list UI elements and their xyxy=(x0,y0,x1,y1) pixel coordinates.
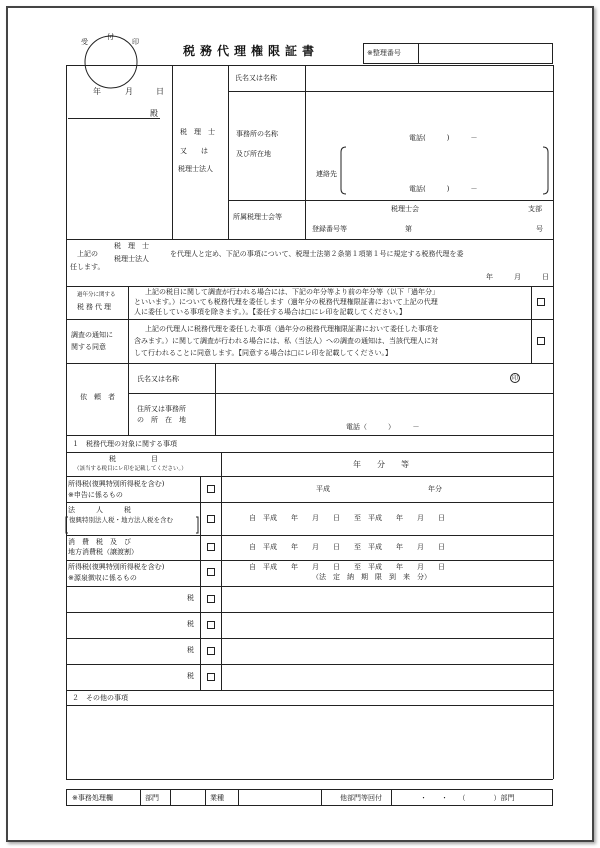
tax-row-2-item-2: 復興特別法人税・地方法人税を含む xyxy=(69,516,173,524)
agent-type-or: 又 は xyxy=(180,147,208,155)
tax-row-1-item-1: 所得税(復興特別所得税を含む) xyxy=(68,480,165,488)
tax-blank-4-suffix: 税 xyxy=(187,672,194,680)
tax-row-3-item-1: 消 費 税 及 び xyxy=(68,538,131,546)
consent-checkbox[interactable] xyxy=(537,337,545,345)
agent-type-houjin: 税理士法人 xyxy=(178,165,213,173)
past-years-text-3: 人に委任している事項を除きます。）。【委任する場合は□にレ印を記載してください。】 xyxy=(134,308,407,316)
appointment-date: 年 月 日 xyxy=(486,273,549,281)
tax-row-1-item-2: ※申告に係るもの xyxy=(68,491,123,499)
tax-row-4-checkbox[interactable] xyxy=(207,568,215,576)
stamp-label-tsuki: 付 xyxy=(107,33,114,41)
registration-dai: 第 xyxy=(405,225,412,233)
tax-row-4-period: 自 平成 年 月 日 至 平成 年 月 日 xyxy=(249,563,445,571)
agent-phone: 電話( ) － xyxy=(409,134,478,142)
office-other-dept-label: 他部門等回付 xyxy=(340,794,382,802)
past-years-label-small: 過年分に関する xyxy=(77,292,116,298)
addressee-suffix: 殿 xyxy=(150,109,158,118)
contact-phone: 電話( ) － xyxy=(409,185,478,193)
stamp-label-in: 印 xyxy=(132,38,139,46)
consent-label-2: 関する同意 xyxy=(71,343,106,351)
tax-blank-3-checkbox[interactable] xyxy=(207,647,215,655)
client-label: 依 頼 者 xyxy=(80,393,115,401)
tax-row-2-checkbox[interactable] xyxy=(207,515,215,523)
client-phone: 電話（ ） － xyxy=(346,423,420,431)
agent-name-label: 氏名又は名称 xyxy=(235,74,277,82)
tax-row-3-period: 自 平成 年 月 日 至 平成 年 月 日 xyxy=(249,543,445,551)
consent-text-3: して行われることに同意します。【同意する場合は□にレ印を記載してください。】 xyxy=(134,349,393,357)
col-period-heading: 年 分 等 xyxy=(353,460,409,469)
consent-text-2: 含みます。）に関して調査が行われる場合には、私（当法人）への調査の通知は、当該代理人に対 xyxy=(134,337,438,345)
registration-gou: 号 xyxy=(536,225,543,233)
tax-blank-1-checkbox[interactable] xyxy=(207,595,215,603)
association-label: 所属税理士会等 xyxy=(233,213,282,221)
appointment-houjin: 税理士法人 xyxy=(114,255,149,263)
header-day: 日 xyxy=(156,87,164,96)
col-tax-note: （該当する税目にレ印を記載してください。） xyxy=(74,466,187,472)
tax-blank-1-suffix: 税 xyxy=(187,594,194,602)
shibu-label: 支部 xyxy=(528,205,542,213)
tax-blank-2-suffix: 税 xyxy=(187,620,194,628)
consent-label-1: 調査の通知に xyxy=(71,331,113,339)
appointment-lead: 上記の xyxy=(77,250,98,258)
agent-office-label-1: 事務所の名称 xyxy=(236,130,278,138)
consent-text-1: 上記の代理人に税務代理を委任した事項（過年分の税務代理権限証書において委任した事項を xyxy=(145,325,439,333)
zeirishikai-label: 税理士会 xyxy=(391,205,419,213)
client-name-label: 氏名又は名称 xyxy=(137,375,179,383)
past-years-label: 税務代理 xyxy=(77,303,113,311)
tax-row-3-item-2: 地方消費税（譲渡割） xyxy=(68,548,138,556)
appointment-text-2: 任します。 xyxy=(70,263,105,271)
tax-row-1-period: 平成 年分 xyxy=(316,485,442,493)
section2-title: ２ その他の事項 xyxy=(72,694,128,702)
tax-row-3-checkbox[interactable] xyxy=(207,543,215,551)
tax-row-2-period: 自 平成 年 月 日 至 平成 年 月 日 xyxy=(249,514,445,522)
contact-bracket-right xyxy=(543,147,548,194)
registration-label: 登録番号等 xyxy=(312,225,347,233)
tax-blank-3-suffix: 税 xyxy=(187,646,194,654)
header-month: 月 xyxy=(125,87,133,96)
agent-office-label-2: 及び所在地 xyxy=(236,150,271,158)
agent-type-zeirishi: 税 理 士 xyxy=(180,128,215,136)
client-address-label-1: 住所又は事務所 xyxy=(137,405,186,413)
client-seal-mark: 印 xyxy=(511,375,518,382)
tax-row-4-item-2: ※源泉徴収に係るもの xyxy=(68,574,137,582)
contact-label: 連絡先 xyxy=(316,170,337,178)
reference-number-label: ※整理番号 xyxy=(367,49,401,57)
tax-row-2-item-1: 法 人 税 xyxy=(68,506,131,514)
tax-blank-4-checkbox[interactable] xyxy=(207,673,215,681)
section1-title: １ 税務代理の対象に関する事項 xyxy=(72,440,177,448)
office-business-label: 業種 xyxy=(210,794,224,802)
reception-stamp-circle xyxy=(85,36,137,88)
col-tax-heading: 税 目 xyxy=(109,455,158,463)
tax-row-4-period-note: （法 定 納 期 限 到 来 分） xyxy=(312,573,431,581)
tax-item-bracket-right xyxy=(196,517,198,533)
tax-row-4-item-1: 所得税(復興特別所得税を含む) xyxy=(68,563,165,571)
header-year: 年 xyxy=(93,87,101,96)
form-title: 税務代理権限証書 xyxy=(183,44,320,58)
past-years-checkbox[interactable] xyxy=(537,298,545,306)
tax-row-1-checkbox[interactable] xyxy=(207,485,215,493)
stamp-label-uke: 受 xyxy=(81,38,88,46)
appointment-zeirishi: 税 理 士 xyxy=(114,242,149,250)
office-use-label: ※事務処理欄 xyxy=(72,794,113,802)
past-years-text-1: 上記の税目に関して調査が行われる場合には、下記の年分等より前の年分等（以下「過年分」 xyxy=(145,288,439,296)
past-years-text-2: といいます。）についても税務代理を委任します（過年分の税務代理権限証書において上記の代理 xyxy=(134,298,438,306)
contact-bracket-left xyxy=(341,147,346,194)
client-address-label-2: の 所 在 地 xyxy=(137,416,186,424)
office-dept-label: 部門 xyxy=(145,794,159,802)
appointment-text-1: を代理人と定め、下記の事項について、税理士法第２条第１項第１号に規定する税務代理を委 xyxy=(170,250,464,258)
tax-blank-2-checkbox[interactable] xyxy=(207,621,215,629)
office-date-slots: ・ ・ （ ）部門 xyxy=(420,794,515,802)
